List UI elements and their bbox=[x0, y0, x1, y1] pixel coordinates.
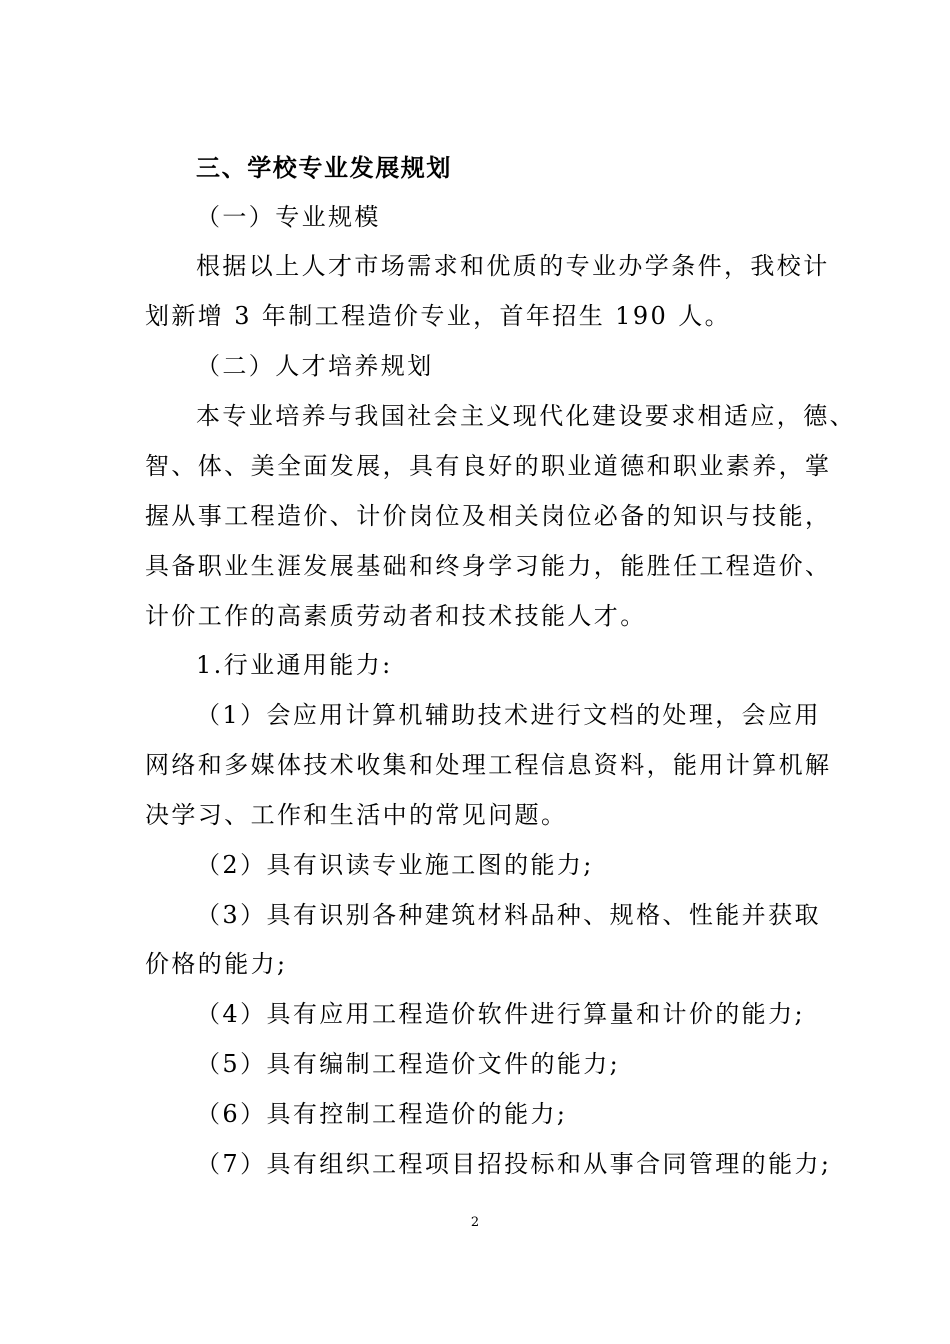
paragraph-line: 本专业培养与我国社会主义现代化建设要求相适应，德、 bbox=[196, 402, 856, 430]
paragraph-line: 根据以上人才市场需求和优质的专业办学条件，我校计 bbox=[196, 252, 830, 280]
list-item: （4）具有应用工程造价软件进行算量和计价的能力; bbox=[196, 1000, 805, 1028]
list-item-continuation: 网络和多媒体技术收集和处理工程信息资料，能用计算机解 bbox=[145, 751, 832, 779]
page-number: 2 bbox=[470, 1215, 480, 1230]
list-item: （6）具有控制工程造价的能力; bbox=[196, 1100, 568, 1128]
list-heading: 1.行业通用能力: bbox=[196, 651, 393, 679]
paragraph-line: 智、体、美全面发展，具有良好的职业道德和职业素养，掌 bbox=[145, 452, 832, 480]
list-item: （2）具有识读专业施工图的能力; bbox=[196, 851, 594, 879]
subsection-heading: （二）人才培养规划 bbox=[196, 352, 434, 380]
list-item: （5）具有编制工程造价文件的能力; bbox=[196, 1050, 621, 1078]
paragraph-line: 计价工作的高素质劳动者和技术技能人才。 bbox=[145, 602, 647, 630]
subsection-heading: （一）专业规模 bbox=[196, 203, 381, 231]
list-item: （3）具有识别各种建筑材料品种、规格、性能并获取 bbox=[196, 901, 821, 929]
paragraph-line: 具备职业生涯发展基础和终身学习能力，能胜任工程造价、 bbox=[145, 552, 832, 580]
list-item-continuation: 决学习、工作和生活中的常见问题。 bbox=[145, 801, 568, 829]
section-heading: 三、学校专业发展规划 bbox=[196, 154, 452, 182]
list-item-continuation: 价格的能力; bbox=[145, 950, 288, 978]
paragraph-line: 划新增 3 年制工程造价专业，首年招生 190 人。 bbox=[145, 302, 731, 330]
list-item: （1）会应用计算机辅助技术进行文档的处理，会应用 bbox=[196, 701, 821, 729]
list-item: （7）具有组织工程项目招投标和从事合同管理的能力; bbox=[196, 1150, 832, 1178]
paragraph-line: 握从事工程造价、计价岗位及相关岗位必备的知识与技能， bbox=[145, 502, 832, 530]
